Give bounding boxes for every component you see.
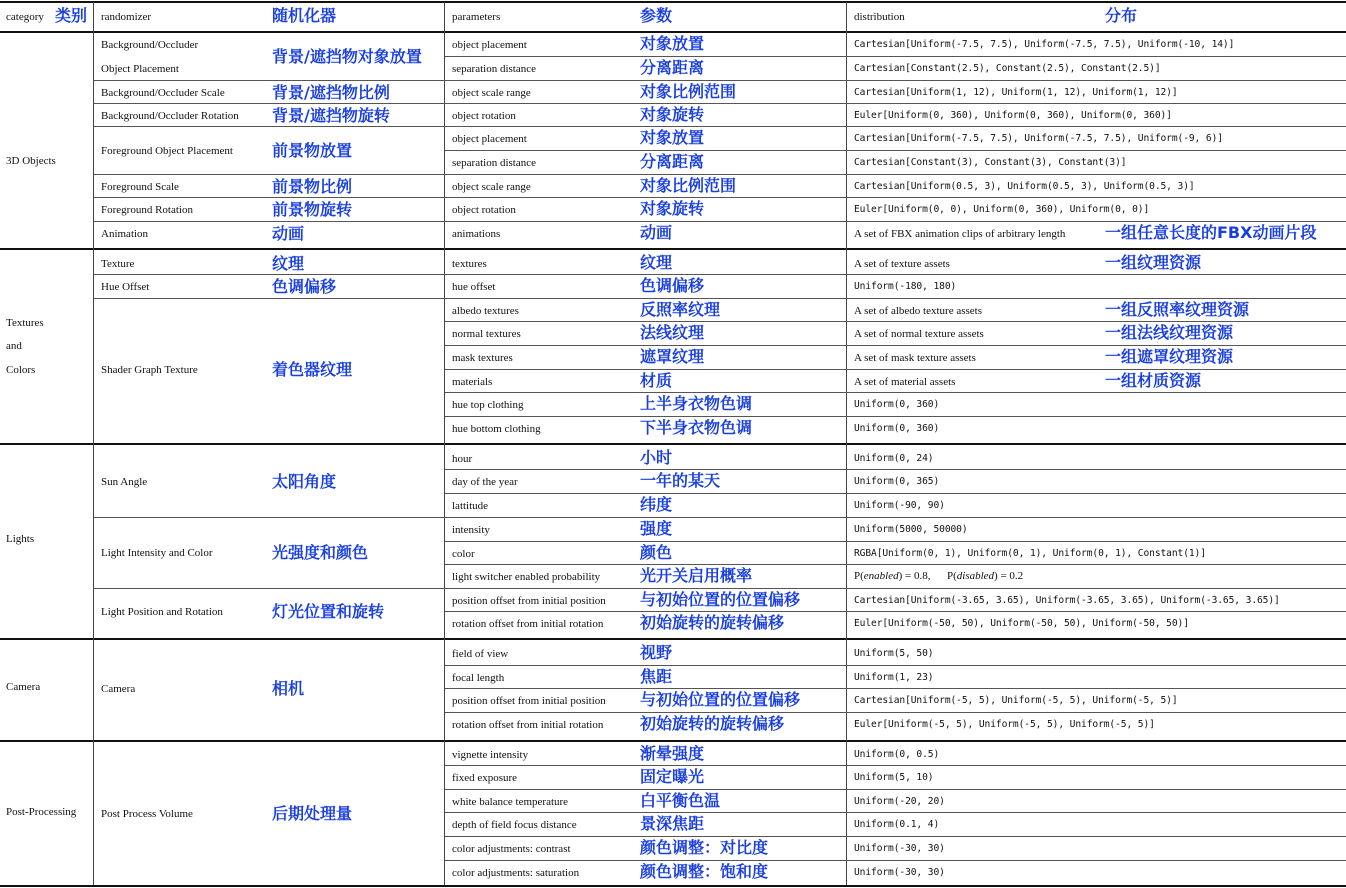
randomizer-label: Hue Offset <box>101 280 150 293</box>
header-category: category <box>6 11 44 23</box>
parameter-label: field of view <box>452 648 509 660</box>
row-divider <box>445 197 1346 198</box>
randomizer-label: Object Placement <box>101 63 179 75</box>
parameter-label: depth of field focus distance <box>452 819 577 831</box>
randomizer-label-zh: 色调偏移 <box>272 276 337 296</box>
header-parameters-zh: 参数 <box>640 6 673 25</box>
randomizer-label-zh: 前景物旋转 <box>272 199 353 219</box>
column-divider <box>846 2 847 885</box>
distribution-value: Uniform(1, 23) <box>854 672 934 683</box>
parameter-label: animations <box>452 228 501 240</box>
parameter-label: day of the year <box>452 476 518 488</box>
parameter-label: color <box>452 548 475 560</box>
randomizer-label-zh: 背景/遮挡物比例 <box>272 82 390 102</box>
distribution-value: Uniform(-180, 180) <box>854 281 957 292</box>
distribution-value: Uniform(5, 10) <box>854 772 934 783</box>
parameter-label: normal textures <box>452 328 521 340</box>
randomizer-label: Foreground Object Placement <box>101 144 233 157</box>
randomizer-label: Shader Graph Texture <box>101 363 198 376</box>
group-rule <box>0 638 1346 640</box>
parameter-label-zh: 白平衡色温 <box>640 791 721 810</box>
row-divider <box>445 274 1346 275</box>
parameter-label-zh: 初始旋转的旋转偏移 <box>640 613 785 632</box>
distribution-value: Uniform(0, 24) <box>854 453 934 464</box>
column-divider <box>93 2 94 885</box>
parameter-label-zh: 动画 <box>640 223 673 242</box>
distribution-value: Cartesian[Uniform(-7.5, 7.5), Uniform(-7.5, 7.5), Uniform(-10, 14)] <box>854 39 1235 50</box>
row-divider <box>445 688 1346 689</box>
row-divider <box>445 564 1346 565</box>
distribution-value: A set of normal texture assets <box>854 328 984 340</box>
header-category-zh: 类别 <box>55 6 88 25</box>
row-divider <box>445 765 1346 766</box>
parameter-label: color adjustments: contrast <box>452 843 571 855</box>
distribution-value: A set of mask texture assets <box>854 352 976 364</box>
parameter-label: hour <box>452 453 473 465</box>
parameter-label: position offset from initial position <box>452 695 606 707</box>
distribution-value: Cartesian[Uniform(0.5, 3), Uniform(0.5, 3), Uniform(0.5, 3)] <box>854 181 1195 192</box>
parameter-label: object scale range <box>452 181 531 193</box>
row-divider <box>445 812 1346 813</box>
parameter-label-zh: 纬度 <box>640 495 673 514</box>
distribution-value: A set of FBX animation clips of arbitrary length <box>854 228 1066 240</box>
distribution-label-zh: 一组法线纹理资源 <box>1105 323 1234 342</box>
parameter-label-zh: 对象放置 <box>640 128 705 147</box>
distribution-value: Euler[Uniform(0, 360), Uniform(0, 360), Uniform(0, 360)] <box>854 110 1172 121</box>
randomizer-label: Light Position and Rotation <box>101 606 223 618</box>
parameter-label-zh: 对象比例范围 <box>640 176 737 195</box>
parameter-label: object rotation <box>452 204 516 216</box>
row-divider <box>445 221 1346 222</box>
randomizer-label-zh: 前景物放置 <box>272 140 353 160</box>
top-rule <box>0 1 1346 3</box>
parameter-label: rotation offset from initial rotation <box>452 618 604 630</box>
row-divider <box>445 541 1346 542</box>
column-divider <box>444 2 445 885</box>
randomizer-label: Sun Angle <box>101 476 148 488</box>
row-divider <box>445 298 1346 299</box>
row-divider <box>445 712 1346 713</box>
row-divider <box>445 588 1346 589</box>
category-colors: Colors <box>6 364 36 376</box>
parameter-label: object scale range <box>452 87 531 99</box>
randomizer-label: Background/Occluder Rotation <box>101 109 239 122</box>
parameter-label: vignette intensity <box>452 749 529 761</box>
header-parameters: parameters <box>452 11 501 23</box>
parameter-label: object rotation <box>452 110 516 122</box>
parameter-label-zh: 颜色调整：饱和度 <box>640 862 769 881</box>
distribution-value: Cartesian[Uniform(-3.65, 3.65), Uniform(-3.65, 3.65), Uniform(-3.65, 3.65)] <box>854 595 1280 606</box>
row-divider <box>445 126 1346 127</box>
distribution-value: Uniform(-90, 90) <box>854 500 945 511</box>
group-rule <box>0 740 1346 742</box>
randomizer-label: Light Intensity and Color <box>101 547 213 559</box>
parameter-label: albedo textures <box>452 305 519 317</box>
randomizer-label: Animation <box>101 227 149 240</box>
row-divider <box>445 56 1346 57</box>
parameter-label-zh: 颜色调整：对比度 <box>640 838 769 857</box>
parameter-label-zh: 一年的某天 <box>640 471 721 490</box>
parameter-label: textures <box>452 258 487 270</box>
row-divider <box>445 345 1346 346</box>
parameter-label-zh: 与初始位置的位置偏移 <box>640 590 801 609</box>
parameter-label-zh: 初始旋转的旋转偏移 <box>640 714 785 733</box>
category-camera: Camera <box>6 681 41 693</box>
parameter-label: object placement <box>452 39 527 51</box>
distribution-value: Uniform(-30, 30) <box>854 867 945 878</box>
parameter-label: separation distance <box>452 63 536 75</box>
randomizer-label: Camera <box>101 683 136 695</box>
parameter-label-zh: 光开关启用概率 <box>640 566 753 585</box>
row-divider <box>445 369 1346 370</box>
distribution-value: A set of texture assets <box>854 258 950 270</box>
parameter-label-zh: 对象旋转 <box>640 105 705 124</box>
group-rule <box>0 248 1346 250</box>
distribution-value: Cartesian[Uniform(-7.5, 7.5), Uniform(-7.5, 7.5), Uniform(-9, 6)] <box>854 133 1223 144</box>
header-randomizer-zh: 随机化器 <box>272 6 337 25</box>
distribution-value: Uniform(0, 0.5) <box>854 749 940 760</box>
distribution-value: Cartesian[Constant(2.5), Constant(2.5), Constant(2.5)] <box>854 63 1161 74</box>
row-divider <box>445 103 1346 104</box>
parameter-label-zh: 上半身衣物色调 <box>640 394 753 413</box>
distribution-value: Uniform(5, 50) <box>854 648 934 659</box>
randomizer-label-zh: 灯光位置和旋转 <box>272 602 385 621</box>
randomizer-label-zh: 着色器纹理 <box>272 359 353 379</box>
parameter-label-zh: 与初始位置的位置偏移 <box>640 690 801 709</box>
parameter-label-zh: 对象比例范围 <box>640 82 737 101</box>
distribution-value: Uniform(0, 360) <box>854 399 940 410</box>
distribution-value: Uniform(0, 360) <box>854 423 940 434</box>
row-divider <box>445 321 1346 322</box>
row-divider <box>445 80 1346 81</box>
parameter-label-zh: 遮罩纹理 <box>640 347 705 366</box>
parameter-label: object placement <box>452 133 527 145</box>
parameter-label: fixed exposure <box>452 772 518 784</box>
distribution-value: A set of material assets <box>854 376 956 388</box>
distribution-label-zh: 一组材质资源 <box>1105 371 1202 390</box>
distribution-value: Uniform(0.1, 4) <box>854 819 940 830</box>
randomizer-label: Foreground Scale <box>101 180 179 193</box>
distribution-value: RGBA[Uniform(0, 1), Uniform(0, 1), Uniform(0, 1), Constant(1)] <box>854 548 1206 559</box>
distribution-value: Uniform(0, 365) <box>854 476 940 487</box>
row-divider <box>445 665 1346 666</box>
parameter-label-zh: 材质 <box>640 371 673 390</box>
parameter-label: position offset from initial position <box>452 595 606 607</box>
row-divider <box>445 469 1346 470</box>
distribution-label-zh: 一组纹理资源 <box>1105 253 1202 272</box>
randomizer-label-zh: 光强度和颜色 <box>272 543 369 562</box>
row-divider <box>445 836 1346 837</box>
parameter-label-zh: 景深焦距 <box>640 814 705 833</box>
parameter-label: rotation offset from initial rotation <box>452 719 604 731</box>
randomizer-label-zh: 后期处理量 <box>272 803 353 823</box>
parameter-label-zh: 强度 <box>640 519 673 538</box>
distribution-value: Cartesian[Uniform(1, 12), Uniform(1, 12), Uniform(1, 12)] <box>854 87 1178 98</box>
parameter-label-zh: 色调偏移 <box>640 276 705 295</box>
randomizer-label: Texture <box>101 257 135 270</box>
category-and: and <box>6 340 22 352</box>
randomizer-label: Background/Occluder Scale <box>101 86 225 99</box>
distribution-value: Uniform(-30, 30) <box>854 843 945 854</box>
parameter-label: color adjustments: saturation <box>452 867 580 879</box>
parameter-label-zh: 对象旋转 <box>640 199 705 218</box>
randomizer-label-zh: 纹理 <box>272 253 305 273</box>
parameter-label-zh: 视野 <box>640 643 673 662</box>
row-divider <box>445 150 1346 151</box>
category-post-processing: Post-Processing <box>6 806 77 818</box>
parameter-label-zh: 小时 <box>640 448 673 467</box>
group-rule <box>0 31 1346 33</box>
row-divider <box>445 493 1346 494</box>
distribution-value: Euler[Uniform(-50, 50), Uniform(-50, 50), Uniform(-50, 50)] <box>854 618 1189 629</box>
distribution-value: Euler[Uniform(-5, 5), Uniform(-5, 5), Uniform(-5, 5)] <box>854 719 1155 730</box>
parameter-label: hue offset <box>452 281 496 293</box>
header-randomizer: randomizer <box>101 11 152 23</box>
distribution-formula: P(enabled) = 0.8, P(disabled) = 0.2 <box>854 570 1024 582</box>
distribution-value: Cartesian[Uniform(-5, 5), Uniform(-5, 5), Uniform(-5, 5)] <box>854 695 1178 706</box>
row-divider <box>445 174 1346 175</box>
parameter-label: lattitude <box>452 500 489 512</box>
header-distribution-zh: 分布 <box>1105 6 1138 25</box>
randomizer-label-zh: 背景/遮挡物旋转 <box>272 105 390 125</box>
distribution-value: Euler[Uniform(0, 0), Uniform(0, 360), Uniform(0, 0)] <box>854 204 1150 215</box>
randomizer-label: Background/Occluder <box>101 39 199 51</box>
parameter-label: materials <box>452 376 493 388</box>
distribution-label-zh: 一组任意长度的FBX动画片段 <box>1105 223 1317 242</box>
parameter-label-zh: 下半身衣物色调 <box>640 418 753 437</box>
group-rule <box>0 443 1346 445</box>
randomizer-label: Post Process Volume <box>101 807 193 820</box>
parameter-label-zh: 渐晕强度 <box>640 744 705 763</box>
row-divider <box>445 611 1346 612</box>
header-distribution: distribution <box>854 11 905 23</box>
row-divider <box>445 860 1346 861</box>
randomizer-label-zh: 太阳角度 <box>272 472 337 491</box>
distribution-value: Uniform(-20, 20) <box>854 796 945 807</box>
parameter-label-zh: 焦距 <box>640 667 673 686</box>
parameter-label: focal length <box>452 672 505 684</box>
category-lights: Lights <box>6 533 35 545</box>
parameter-label: hue top clothing <box>452 399 524 411</box>
parameter-label: separation distance <box>452 157 536 169</box>
parameter-label: light switcher enabled probability <box>452 571 601 583</box>
row-divider <box>445 517 1346 518</box>
parameter-label: white balance temperature <box>452 796 569 808</box>
row-divider <box>445 416 1346 417</box>
parameter-label-zh: 固定曝光 <box>640 767 705 786</box>
randomizer-label: Foreground Rotation <box>101 203 193 216</box>
parameter-label-zh: 分离距离 <box>640 58 705 77</box>
category-textures: Textures <box>6 317 44 329</box>
parameter-label: hue bottom clothing <box>452 423 541 435</box>
randomizer-label-zh: 前景物比例 <box>272 176 353 196</box>
parameter-label-zh: 对象放置 <box>640 34 705 53</box>
parameter-label-zh: 颜色 <box>640 543 673 562</box>
randomizer-label-zh: 动画 <box>272 223 305 243</box>
distribution-label-zh: 一组遮罩纹理资源 <box>1105 347 1234 366</box>
distribution-value: Uniform(5000, 50000) <box>854 524 968 535</box>
parameter-label-zh: 分离距离 <box>640 152 705 171</box>
distribution-value: A set of albedo texture assets <box>854 305 982 317</box>
parameter-label-zh: 反照率纹理 <box>640 300 721 319</box>
distribution-value: Cartesian[Constant(3), Constant(3), Constant(3)] <box>854 157 1127 168</box>
category-3d-objects: 3D Objects <box>6 155 56 167</box>
row-divider <box>445 789 1346 790</box>
parameter-label-zh: 纹理 <box>640 253 673 272</box>
parameter-label-zh: 法线纹理 <box>640 323 705 342</box>
randomizer-label-zh: 相机 <box>272 679 305 698</box>
parameter-label: intensity <box>452 524 490 536</box>
randomizer-label-zh: 背景/遮挡物对象放置 <box>272 46 422 66</box>
row-divider <box>445 392 1346 393</box>
parameter-label: mask textures <box>452 352 513 364</box>
bottom-rule <box>0 885 1346 887</box>
distribution-label-zh: 一组反照率纹理资源 <box>1105 300 1250 319</box>
